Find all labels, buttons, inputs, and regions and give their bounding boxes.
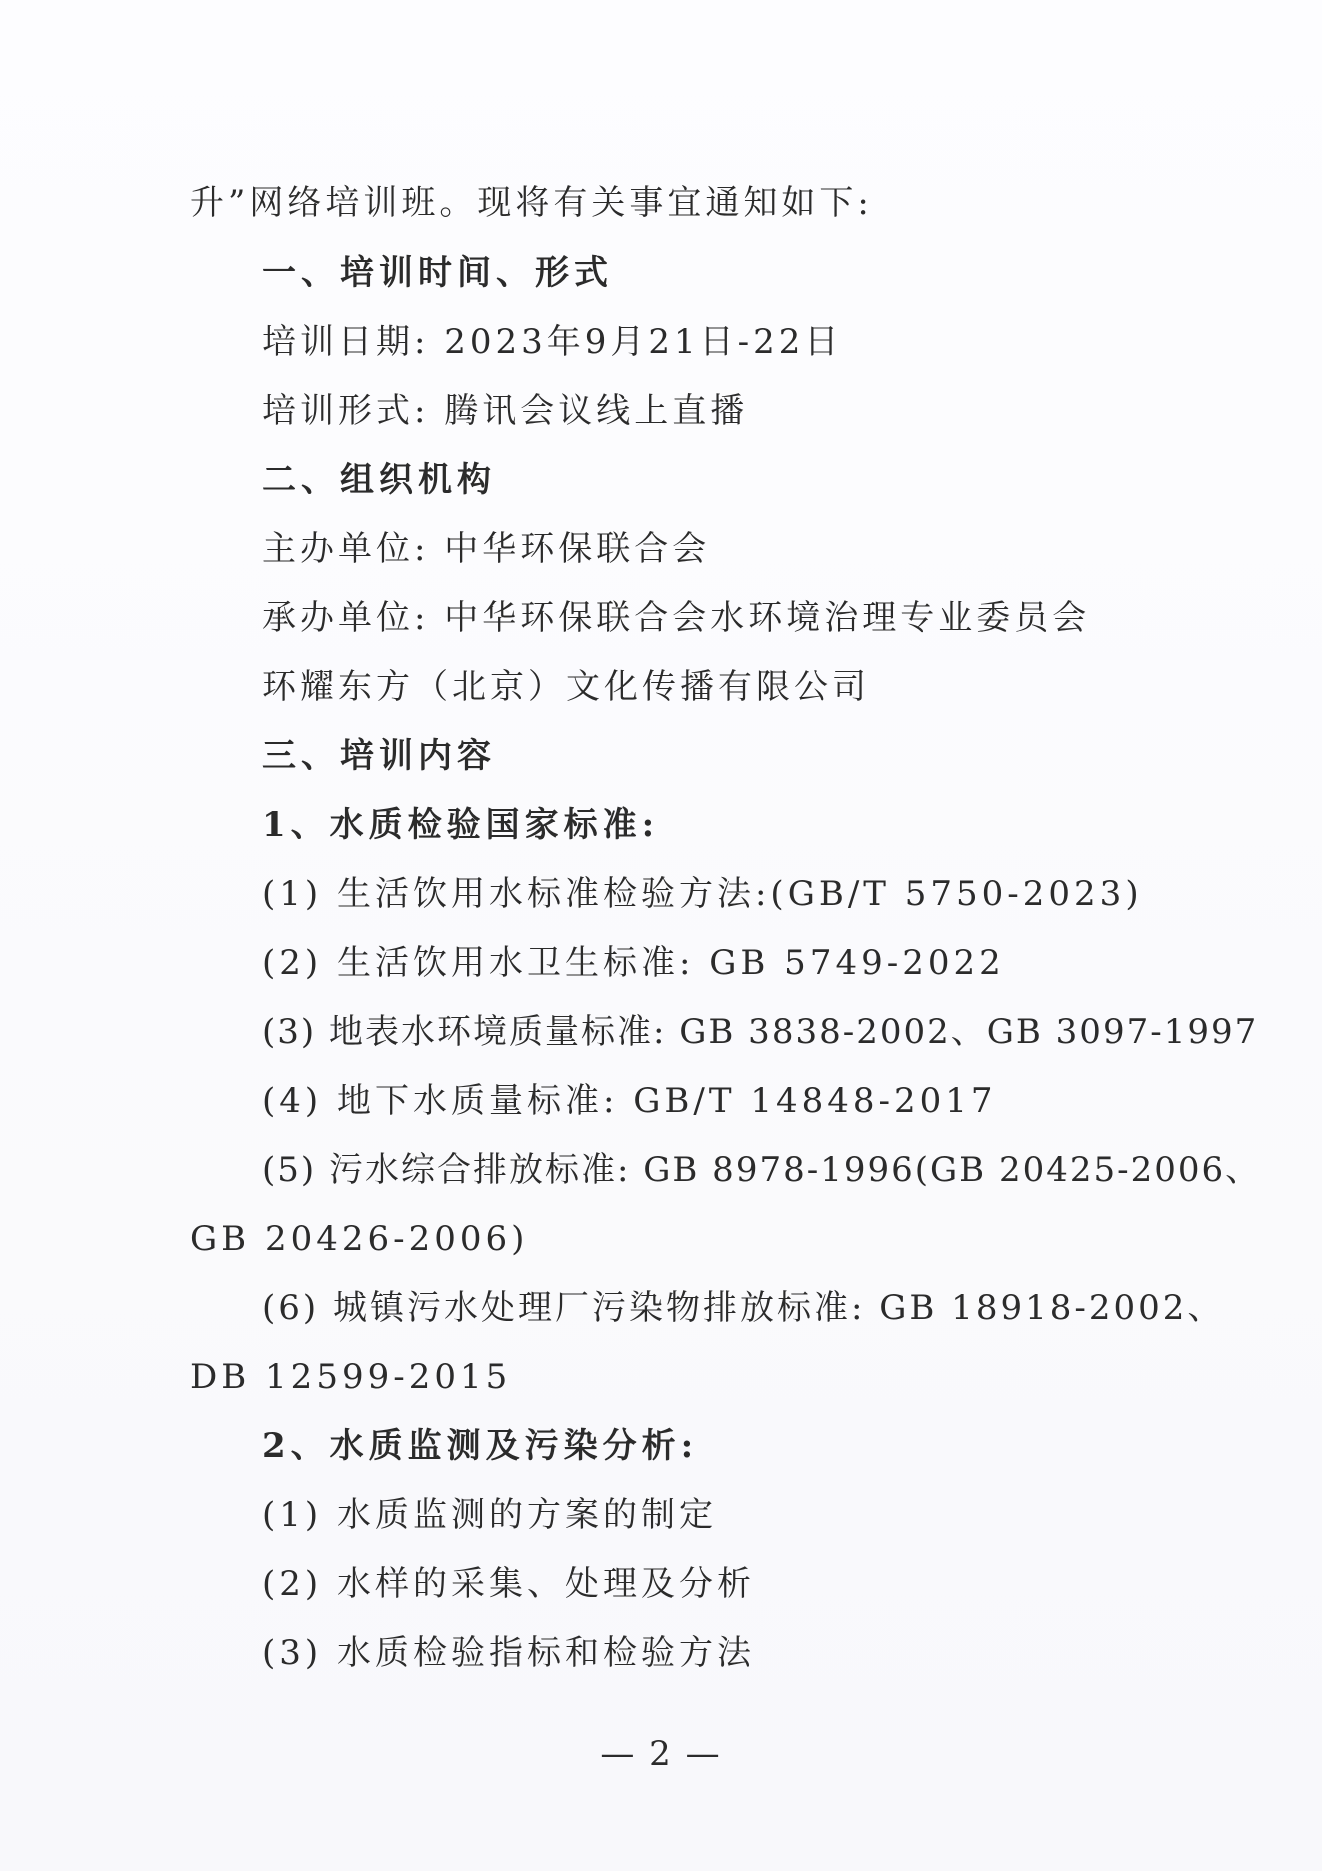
list-item-continuation: DB 12599-2015 (190, 1357, 512, 1397)
list-item-continuation: GB 20426-2006) (190, 1219, 529, 1259)
list-item: (4) 地下水质量标准: GB/T 14848-2017 (262, 1081, 997, 1121)
list-item: (3) 水质检验指标和检验方法 (262, 1633, 755, 1673)
list-item: (2) 水样的采集、处理及分析 (262, 1564, 755, 1604)
training-date: 培训日期: 2023年9月21日-22日 (262, 322, 843, 362)
page-number: — 2 — (600, 1734, 722, 1774)
subheading-1: 1、水质检验国家标准: (262, 805, 660, 845)
list-item: (3) 地表水环境质量标准: GB 3838-2002、GB 3097-1997 (262, 1012, 1259, 1052)
organizer-2: 环耀东方（北京）文化传播有限公司 (262, 667, 870, 707)
list-item: (1) 水质监测的方案的制定 (262, 1495, 717, 1535)
section-heading-2: 二、组织机构 (262, 460, 496, 500)
section-heading-1: 一、培训时间、形式 (262, 253, 613, 293)
list-item: (6) 城镇污水处理厂污染物排放标准: GB 18918-2002、 (262, 1288, 1225, 1328)
host-organization: 主办单位: 中华环保联合会 (262, 529, 711, 569)
list-item: (1) 生活饮用水标准检验方法:(GB/T 5750-2023) (262, 874, 1143, 914)
section-heading-3: 三、培训内容 (262, 736, 496, 776)
subheading-2: 2、水质监测及污染分析: (262, 1426, 699, 1466)
list-item: (2) 生活饮用水卫生标准: GB 5749-2022 (262, 943, 1005, 983)
intro-continuation: 升”网络培训班。现将有关事宜通知如下: (190, 183, 873, 223)
organizer-1: 承办单位: 中华环保联合会水环境治理专业委员会 (262, 598, 1091, 638)
training-format: 培训形式: 腾讯会议线上直播 (262, 391, 749, 431)
list-item: (5) 污水综合排放标准: GB 8978-1996(GB 20425-2006、 (262, 1150, 1262, 1190)
